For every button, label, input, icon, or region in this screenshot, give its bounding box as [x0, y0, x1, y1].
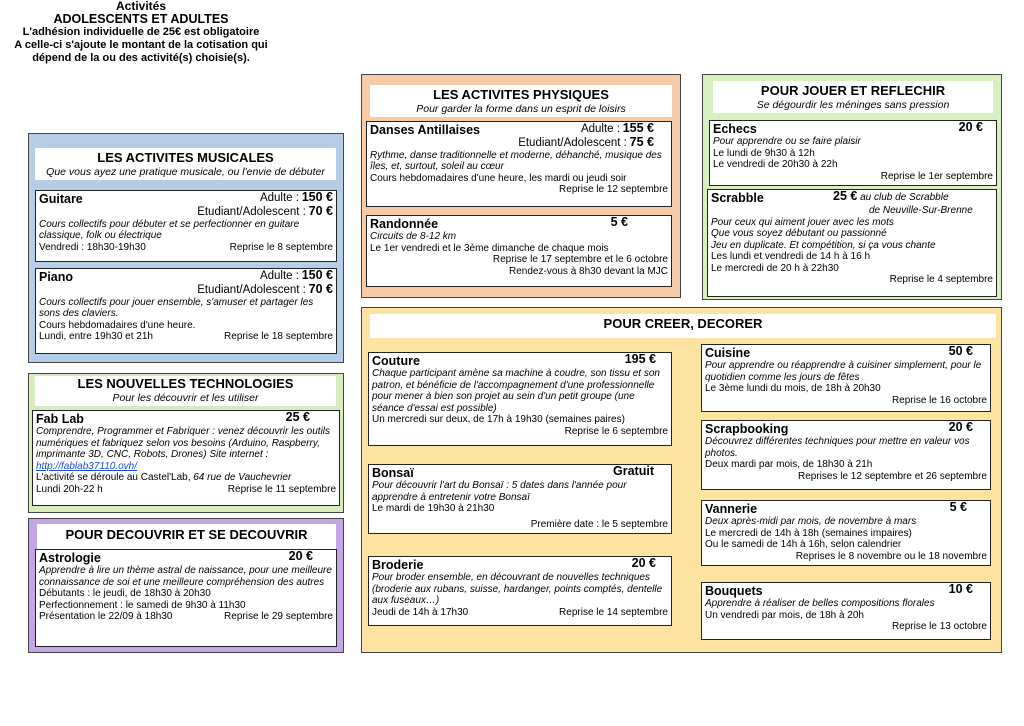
activity-first-date: Première date : le 5 septembre	[530, 518, 668, 530]
section-physiques	[361, 74, 681, 298]
price: 20 €	[958, 120, 983, 134]
activity-description: Cours collectifs pour débuter et se perfectionner en guitare classique, folk ou électrique	[39, 218, 300, 241]
activity-description: Pour apprendre ou se faire plaisir	[713, 136, 861, 147]
intro-activites: Activités	[115, 0, 167, 13]
price: 70 €	[308, 282, 333, 296]
activity-card-vannerie	[701, 500, 991, 566]
activity-description: Chaque participant amène sa machine à coudre, son tissu et son patron, et bénéficie de l'accompagnement d'une professionnelle pour mener à bien son projet au sein d'un petit groupe (une séance d'essai est possible)	[372, 368, 660, 414]
activity-card-piano	[35, 268, 337, 354]
activity-schedule: Le 3ème lundi du mois, de 18h à 20h30	[705, 383, 881, 394]
activity-name: Cuisine	[705, 346, 751, 360]
activity-schedule-1: Les lundi et vendredi de 14 h à 16 h	[711, 251, 871, 262]
price: 5 €	[949, 500, 967, 514]
activity-reprise: Reprise le 8 septembre	[229, 241, 333, 253]
activity-name: Couture	[372, 354, 420, 368]
activity-name: Astrologie	[39, 551, 101, 565]
section-header	[35, 148, 336, 180]
price-label: Adulte :	[580, 123, 620, 135]
section-title: POUR DECOUVRIR ET SE DECOUVRIR	[65, 527, 308, 542]
section-subtitle: Pour garder la forme dans un esprit de loisirs	[416, 103, 626, 115]
scrabble-club: au club de Scrabble	[860, 192, 949, 203]
activity-name: Echecs	[713, 122, 757, 136]
activity-reprise: Reprise le 12 septembre	[559, 184, 668, 195]
price: 5 €	[610, 215, 628, 229]
activity-reprise: Reprise le 17 septembre et le 6 octobre	[492, 254, 668, 265]
activity-card-guitare	[35, 190, 337, 262]
activity-description: Pour broder ensemble, en découvrant de nouvelles techniques (broderie aux rubans, suisse, hardanger, points comptés, dentelle aux fuseaux…)	[372, 572, 663, 606]
price-label: Etudiant/Adolescent :	[518, 137, 627, 149]
section-title: LES NOUVELLES TECHNOLOGIES	[77, 376, 294, 391]
activity-schedule-2: Le mercredi de 20 h à 22h30	[711, 262, 839, 274]
section-title: POUR JOUER ET REFLECHIR	[760, 83, 946, 98]
activity-description-1: Pour ceux qui aiment jouer avec les mots	[711, 216, 894, 228]
activity-name: Guitare	[39, 192, 83, 206]
price: 25 €	[285, 410, 310, 424]
activity-description: Pour apprendre ou réapprendre à cuisiner simplement, pour le quotidien comme les jours de fêtes	[705, 360, 982, 383]
activity-schedule: Un mercredi sur deux, de 17h à 19h30 (semaines paires)	[372, 414, 625, 425]
activity-description: Apprendre à réaliser de belles compositions florales	[705, 598, 935, 609]
section-musicales	[28, 133, 344, 363]
activity-card-scrabble	[707, 189, 997, 297]
activity-description: Circuits de 8-12 km	[370, 231, 457, 242]
price: 20 €	[948, 420, 973, 434]
activity-description: Rythme, danse traditionnelle et moderne, déhanché, musique des îles, et, surtout, soleil au cœur	[370, 149, 662, 172]
activity-schedule-perfectionnement: Perfectionnement : le samedi de 9h30 à 11h30	[39, 599, 246, 611]
activity-presentation: Présentation le 22/09 à 18h30	[39, 611, 173, 622]
section-header	[35, 376, 336, 406]
activity-reprise: Reprises le 12 septembre et 26 septembre	[798, 470, 987, 482]
price: 20 €	[631, 556, 656, 570]
activity-card-bouquets	[701, 582, 991, 640]
section-subtitle: Se dégourdir les méninges sans pression	[756, 99, 950, 111]
activity-card-danses	[366, 121, 672, 207]
activity-description-3: Jeu en duplicate. Et compétition, si ça vous chante	[711, 239, 936, 251]
price: 70 €	[308, 204, 333, 218]
activity-description-2: Que vous soyez débutant ou passionné	[711, 228, 887, 239]
activity-schedule: Vendredi : 18h30-19h30	[39, 241, 146, 253]
activity-description: Découvrez différentes techniques pour mettre en valeur vos photos.	[705, 436, 970, 459]
activity-reprise: Reprise le 14 septembre	[559, 606, 668, 618]
intro-cotisation: A celle-ci s'ajoute le montant de la cotisation qui	[14, 39, 268, 51]
activity-reprise: Reprise le 16 octobre	[891, 394, 987, 406]
activity-name: Piano	[39, 270, 74, 284]
section-title: LES ACTIVITES MUSICALES	[97, 150, 274, 165]
activity-name: Danses Antillaises	[370, 123, 481, 137]
activity-card-randonnee	[366, 215, 672, 287]
activity-reprise: Reprise le 4 septembre	[889, 274, 993, 285]
price: 50 €	[948, 344, 973, 358]
price-label: Etudiant/Adolescent :	[197, 284, 306, 296]
activity-reprise: Reprise le 11 septembre	[227, 483, 336, 495]
activity-schedule-2: Ou le samedi de 14h à 16h, selon calendrier	[705, 539, 902, 550]
price: 10 €	[948, 582, 973, 596]
section-header	[370, 314, 996, 338]
activity-reprise: Reprise le 18 septembre	[224, 331, 333, 342]
section-decouvrir	[28, 518, 344, 653]
section-header	[713, 81, 993, 113]
section-jouer	[702, 74, 1002, 300]
activity-reprise: Reprise le 29 septembre	[224, 611, 333, 622]
activity-info: Cours hebdomadaires d'une heure, les mardi ou jeudi soir	[370, 172, 627, 184]
activity-card-echecs	[709, 120, 997, 186]
activity-name: Randonnée	[370, 217, 439, 231]
activity-name: Scrapbooking	[705, 422, 789, 436]
fablab-link[interactable]: http://fablab37110.ovh/	[36, 460, 138, 472]
section-subtitle: Pour les découvrir et les utiliser	[112, 392, 259, 404]
activity-reprise: Reprises le 8 novembre ou le 18 novembre	[795, 550, 987, 562]
section-header	[37, 524, 336, 549]
activity-description: Comprendre, Programmer et Fabriquer : venez découvrir les outils numériques et fabriquez selon vos besoins (Arduino, Raspberry, imprimante 3D, CNC, Robots, Drones) Site internet :	[36, 426, 331, 460]
activity-schedule: Lundi, entre 19h30 et 21h	[39, 331, 153, 342]
activity-schedule: Lundi 20h-22 h	[36, 483, 103, 495]
activity-card-bonsai	[368, 464, 672, 534]
activity-name: Bouquets	[705, 584, 763, 598]
section-subtitle: Que vous ayez une pratique musicale, ou l'envie de débuter	[46, 166, 325, 178]
activity-reprise: Reprise le 13 octobre	[891, 621, 987, 632]
section-title: LES ACTIVITES PHYSIQUES	[433, 87, 609, 102]
activity-reprise: Reprise le 1er septembre	[880, 170, 993, 182]
section-header	[370, 85, 672, 117]
activity-description: Deux après-midi par mois, de novembre à mars	[705, 516, 917, 527]
activity-schedule: Jeudi de 14h à 17h30	[372, 606, 469, 618]
activity-schedule-1: Le lundi de 9h30 à 12h	[713, 147, 815, 159]
activity-description: Pour découvrir l'art du Bonsaï : 5 dates dans l'année pour apprendre à entretenir votre Bonsaï	[372, 480, 627, 503]
activity-schedule-1: Le mercredi de 14h à 18h (semaines impaires)	[705, 527, 912, 539]
activity-schedule-debutants: Débutants : le jeudi, de 18h30 à 20h30	[39, 588, 211, 599]
section-creer	[361, 307, 1002, 653]
activity-name: Scrabble	[711, 191, 764, 205]
price: 150 €	[301, 190, 333, 204]
activity-card-cuisine	[701, 344, 991, 412]
section-title: POUR CREER, DECORER	[603, 316, 763, 331]
activity-address: 64 rue de Vauchevrier	[193, 472, 292, 483]
intro-block	[0, 0, 282, 65]
activity-name: Bonsaï	[372, 466, 414, 480]
activity-card-fablab	[32, 410, 340, 506]
activity-description: Apprendre à lire un thème astral de naissance, pour une meilleure connaissance de soi et une meilleure compréhension des autres	[39, 565, 332, 588]
activity-place: L'activité se déroule au Castel'Lab,	[36, 472, 191, 483]
activity-schedule: Un vendredi par mois, de 18h à 20h	[705, 609, 864, 621]
price: 75 €	[629, 135, 654, 149]
activity-card-broderie	[368, 556, 672, 626]
activity-schedule-2: Le vendredi de 20h30 à 22h	[713, 159, 838, 170]
activity-schedule: Le 1er vendredi et le 3ème dimanche de chaque mois	[370, 242, 609, 254]
price: 195 €	[624, 352, 656, 366]
activity-name: Vannerie	[705, 502, 758, 516]
activity-name: Fab Lab	[36, 412, 84, 426]
price: 20 €	[288, 549, 313, 563]
section-technologies	[28, 373, 344, 513]
intro-public: ADOLESCENTS ET ADULTES	[53, 12, 229, 26]
activity-info: Cours hebdomadaires d'une heure.	[39, 319, 196, 331]
scrabble-club-town: de Neuville-Sur-Brenne	[869, 205, 973, 216]
price: 155 €	[622, 121, 654, 135]
activity-name: Broderie	[372, 558, 424, 572]
activity-description: Cours collectifs pour jouer ensemble, s'amuser et partager les sons des claviers.	[39, 296, 314, 319]
activity-schedule: Deux mardi par mois, de 18h30 à 21h	[705, 459, 873, 470]
price-label: Adulte :	[259, 192, 299, 204]
activity-reprise: Reprise le 6 septembre	[564, 425, 668, 437]
price-label: Adulte :	[259, 270, 299, 282]
activity-card-astrologie	[35, 549, 337, 647]
price-label: Etudiant/Adolescent :	[197, 206, 306, 218]
price: Gratuit	[613, 464, 654, 478]
intro-adhesion: L'adhésion individuelle de 25€ est obligatoire	[22, 26, 260, 38]
activity-card-scrapbooking	[701, 420, 991, 490]
activity-rdv: Rendez-vous à 8h30 devant la MJC	[509, 265, 668, 277]
price: 150 €	[301, 268, 333, 282]
intro-cotisation-2: dépend de la ou des activité(s) choisie(s).	[32, 52, 250, 64]
activity-card-couture	[368, 352, 672, 446]
activity-schedule: Le mardi de 19h30 à 21h30	[372, 503, 495, 514]
price: 25 €	[833, 189, 858, 203]
